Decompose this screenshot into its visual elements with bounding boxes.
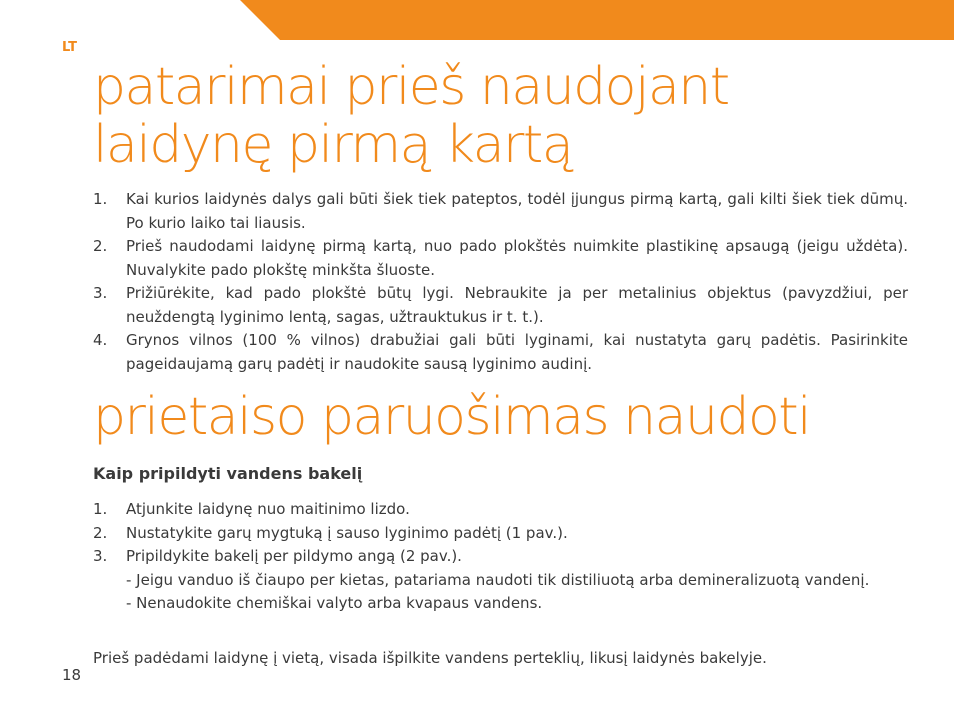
list-item-text: Atjunkite laidynę nuo maitinimo lizdo. xyxy=(126,500,410,518)
list-item-number: 3. xyxy=(93,547,108,565)
list-item xyxy=(93,188,908,235)
section2-subtitle: Kaip pripildyti vandens bakelį xyxy=(93,464,363,483)
list-item-text: Grynos vilnos (100 % vilnos) drabužiai gali būti lyginami, kai nustatyta garų padėtis. Pasirinkite pageidaujamą garų padėtį ir naudokite sausą lyginimo audinį. xyxy=(126,331,908,373)
section1-title-line1: patarimai prieš naudojant xyxy=(93,57,729,117)
fill-steps-list xyxy=(93,498,908,616)
section1-title xyxy=(93,58,729,174)
top-banner xyxy=(240,0,954,40)
list-item xyxy=(93,282,908,329)
page-number: 18 xyxy=(62,666,82,684)
final-paragraph: Prieš padėdami laidynę į vietą, visada išpilkite vandens perteklių, likusį laidynės bakelyje. xyxy=(93,649,767,667)
list-item xyxy=(93,522,908,546)
list-item-note: - Jeigu vanduo iš čiaupo per kietas, patariama naudoti tik distiliuotą arba demineralizuotą vandenį. xyxy=(126,570,870,589)
language-label: LT xyxy=(62,40,77,55)
list-item xyxy=(93,498,908,522)
tips-list xyxy=(93,188,908,376)
list-item-number: 1. xyxy=(93,500,108,518)
list-item-note: - Nenaudokite chemiškai valyto arba kvapaus vandens. xyxy=(126,594,543,612)
list-item-text: Prižiūrėkite, kad pado plokštė būtų lygi. Nebraukite ja per metalinius objektus (pavyzdžiui, per neuždengtą lyginimo lentą, sagas, užtrauktukus ir t. t.). xyxy=(126,284,908,326)
list-item-text: Kai kurios laidynės dalys gali būti šiek tiek pateptos, todėl įjungus pirmą kartą, gali kilti šiek tiek dūmų. Po kurio laiko tai liausis. xyxy=(126,190,908,232)
list-item xyxy=(93,329,908,376)
list-item-text: Prieš naudodami laidynę pirmą kartą, nuo pado plokštės nuimkite plastikinę apsaugą (jeigu uždėta). Nuvalykite pado plokštę minkšta šluoste. xyxy=(126,237,908,279)
list-item-number: 4. xyxy=(93,331,108,349)
list-item-number: 3. xyxy=(93,284,108,302)
list-item-number: 1. xyxy=(93,190,108,208)
list-item-number: 2. xyxy=(93,237,108,255)
list-item-text: Pripildykite bakelį per pildymo angą (2 pav.). xyxy=(126,547,462,565)
list-item xyxy=(93,235,908,282)
list-item-number: 2. xyxy=(93,523,108,542)
section1-title-line2: laidynę pirmą kartą xyxy=(93,115,573,175)
list-item-text: Nustatykite garų mygtuką į sauso lyginimo padėtį (1 pav.). xyxy=(126,523,568,542)
section2-title: prietaiso paruošimas naudoti xyxy=(93,387,811,447)
list-item xyxy=(93,545,908,616)
